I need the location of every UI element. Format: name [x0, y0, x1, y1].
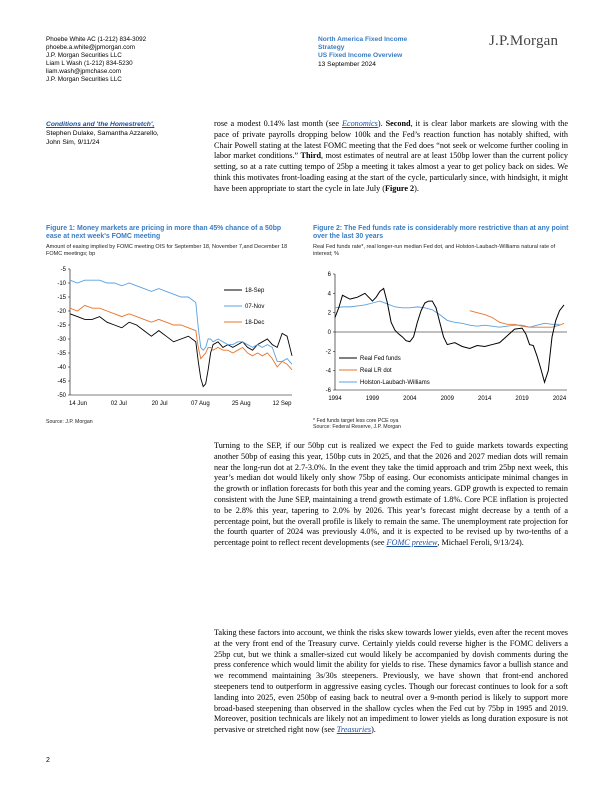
y-tick-label: 6	[327, 272, 331, 278]
contact-line[interactable]: liam.wash@jpmchase.com	[46, 68, 121, 76]
y-tick-label: -35	[57, 351, 66, 357]
figure-2-footnote: * Fed funds target less core PCE oya	[313, 418, 399, 424]
y-tick-label: -2	[325, 349, 331, 356]
x-tick-label: 1994	[328, 396, 342, 402]
figure-1-source: Source: J.P. Morgan	[46, 419, 93, 425]
y-tick-label: -45	[57, 379, 66, 385]
section-name: Strategy	[318, 44, 345, 52]
y-tick-label: 4	[327, 291, 331, 298]
y-tick-label: -20	[57, 309, 66, 315]
x-tick-label: 20 Jul	[151, 401, 168, 407]
figure-2-header	[313, 225, 573, 258]
figure-1-chart	[46, 265, 298, 415]
section-name: North America Fixed Income	[318, 36, 408, 43]
contact-block	[46, 36, 146, 85]
x-tick-label: 1999	[365, 396, 380, 402]
fomc-preview-link[interactable]: FOMC preview	[386, 538, 438, 548]
figure-2-subtitle: Real Fed funds rate*, real longer-run median Fed dot, and Holston-Laubach-Williams natural rate of interest; %	[313, 244, 556, 258]
sidebar-reference	[46, 120, 206, 147]
figure-1-subtitle: Amount of easing implied by FOMC meeting OIS for September 18, November 7,and December 18 FOMC meetings; bp	[46, 244, 288, 258]
contact-line[interactable]: phoebe.a.white@jpmorgan.com	[46, 44, 136, 52]
x-tick-label: 2019	[515, 396, 529, 402]
x-tick-label: 2014	[477, 396, 492, 402]
y-tick-label: -4	[325, 368, 331, 375]
legend-label: Real Fed funds	[360, 356, 401, 362]
figure-2-notes	[313, 418, 401, 431]
report-date: 13 September 2024	[318, 60, 376, 68]
legend-label: Holston-Laubach-Williams	[360, 380, 430, 386]
page-number: 2	[46, 757, 50, 764]
figure-2-title: Figure 2: The Fed funds rate is considerably more restrictive than at any point over the last 30 years	[313, 225, 569, 241]
treasuries-link[interactable]: Treasuries	[336, 725, 372, 735]
legend-label: Real LR dot	[360, 368, 392, 374]
contact-line: Liam L Wash (1-212) 834-5230	[46, 60, 133, 68]
series-line	[70, 305, 292, 369]
x-tick-label: 07 Aug	[191, 401, 210, 407]
y-tick-label: -40	[57, 365, 66, 371]
economics-link[interactable]: Economics	[341, 119, 378, 128]
legend-label: 18-Sep	[245, 288, 265, 294]
report-header	[318, 36, 407, 69]
y-tick-label: -25	[57, 323, 66, 329]
x-tick-label: 2004	[403, 396, 417, 402]
reference-authors-date: John Sim, 9/11/24	[46, 139, 100, 146]
contact-line: Phoebe White AC (1-212) 834-3092	[46, 36, 147, 43]
body-paragraph-3: Taking these factors into account, we think the risks skew towards lower yields, even after the recent moves at the very front end of the Treasury curve. Certainly yields could reverse higher is the FOMC delivers a 25bp cut, but we think a smaller-sized cut would likely be accompanied by dovish comments during the press conference which would limit the ability for yields to rise. These dynamics favor a bullish stance and we recommend maintaining 3s/30s steepeners. Previously, we have shown that front-end anchored steepeners tend to outperform in aggressive easing cycles. Though our forecast continues to look for a soft landing into 2025, even 250bp of easing back to neutral over a 9-month period is likely to support more broad-based steepening than observed in the shallow cycles when the Fed cut by 75bp in 1995 and 2019. Moreover, position technicals are likely not an impediment to lower yields as long duration exposure is not pervasive or stretched right now (see Treasuries).	[214, 628, 568, 735]
figure-2-source: Source: Federal Reserve, J.P. Morgan	[313, 424, 401, 431]
reference-link[interactable]: Conditions and 'the Homestretch',	[46, 121, 155, 128]
y-tick-label: -10	[57, 281, 66, 287]
x-tick-label: 14 Jun	[68, 401, 88, 407]
contact-line: J.P. Morgan Securities LLC	[46, 76, 122, 84]
jpmorgan-logo: J.P.Morgan	[489, 33, 559, 49]
legend-label: 18-Dec	[245, 320, 265, 326]
legend-label: 07-Nov	[245, 304, 265, 310]
y-tick-label: -15	[57, 295, 66, 301]
figure-1-title: Figure 1: Money markets are pricing in more than 45% chance of a 50bp ease at next week's FOMC meeting	[46, 225, 282, 241]
x-tick-label: 2009	[440, 396, 454, 402]
reference-authors: Stephen Dulake, Samantha Azzarello,	[46, 130, 159, 137]
figure-1-header	[46, 225, 298, 258]
y-tick-label: -5	[60, 267, 66, 273]
figure-2-chart	[313, 270, 575, 405]
y-tick-label: -50	[57, 393, 66, 399]
x-tick-label: 02 Jul	[110, 401, 127, 407]
y-tick-label: -6	[325, 388, 331, 394]
x-tick-label: 25 Aug	[231, 401, 251, 407]
y-tick-label: 0	[327, 330, 331, 336]
series-line	[335, 301, 560, 327]
body-paragraph-2: Turning to the SEP, if our 50bp cut is realized we expect the Fed to guide markets towards expecting another 50bp of easing this year, 150bp cuts in 2025, and that the 2026 and 2027 median dots will remain near the long-run dot at 2.7-3.0%. In the event they take the timid approach and trim 25bp next week, this year’s median dot would likely only show 75bp of easing. Our economists anticipate minimal changes in the growth or inflation forecasts for both this year and the coming years. GDP growth is expected to remain consistent with the June SEP, maintaining a trend growth estimate of 1.8%. Core PCE inflation is projected to be 2.8% this year, tapering to 2.0% by 2026. This year’s forecast might decrease by a tenth of a percentage point, but the overall profile is likely to remain the same. The unemployment rate projection for the fourth quarter of 2024 was previously 4.0%, and it is expected to be revised up by two-tenths of a percentage point to reflect recent developments (see FOMC preview, Michael Feroli, 9/13/24).	[214, 441, 568, 548]
publication-name: US Fixed Income Overview	[318, 52, 403, 60]
series-line	[470, 311, 564, 327]
body-paragraph-1: rose a modest 0.14% last month (see Economics). Second, it is clear labor markets are slowing with the pace of private payrolls dropping below 100k and the Fed’s reaction function has notably shifted, with Chair Powell stating at the latest FOMC meeting that the Fed does “not seek or welcome further cooling in labor market conditions.” Third, most estimates of neutral are at least 150bp lower than the current policy setting, so at a rate cutting tempo of 25bp a meeting it takes almost a year to get policy back on sides. We think this motivates front-loading easing at the start of the cycle, particularly since, with hindsight, it might have been appropriate to start the cycle in late July (Figure 2).	[214, 119, 568, 193]
contact-line: J.P. Morgan Securities LLC	[46, 52, 122, 60]
x-tick-label: 2024	[552, 396, 567, 402]
y-tick-label: 2	[327, 310, 331, 317]
x-tick-label: 12 Sep	[272, 401, 292, 407]
y-tick-label: -30	[57, 337, 66, 343]
